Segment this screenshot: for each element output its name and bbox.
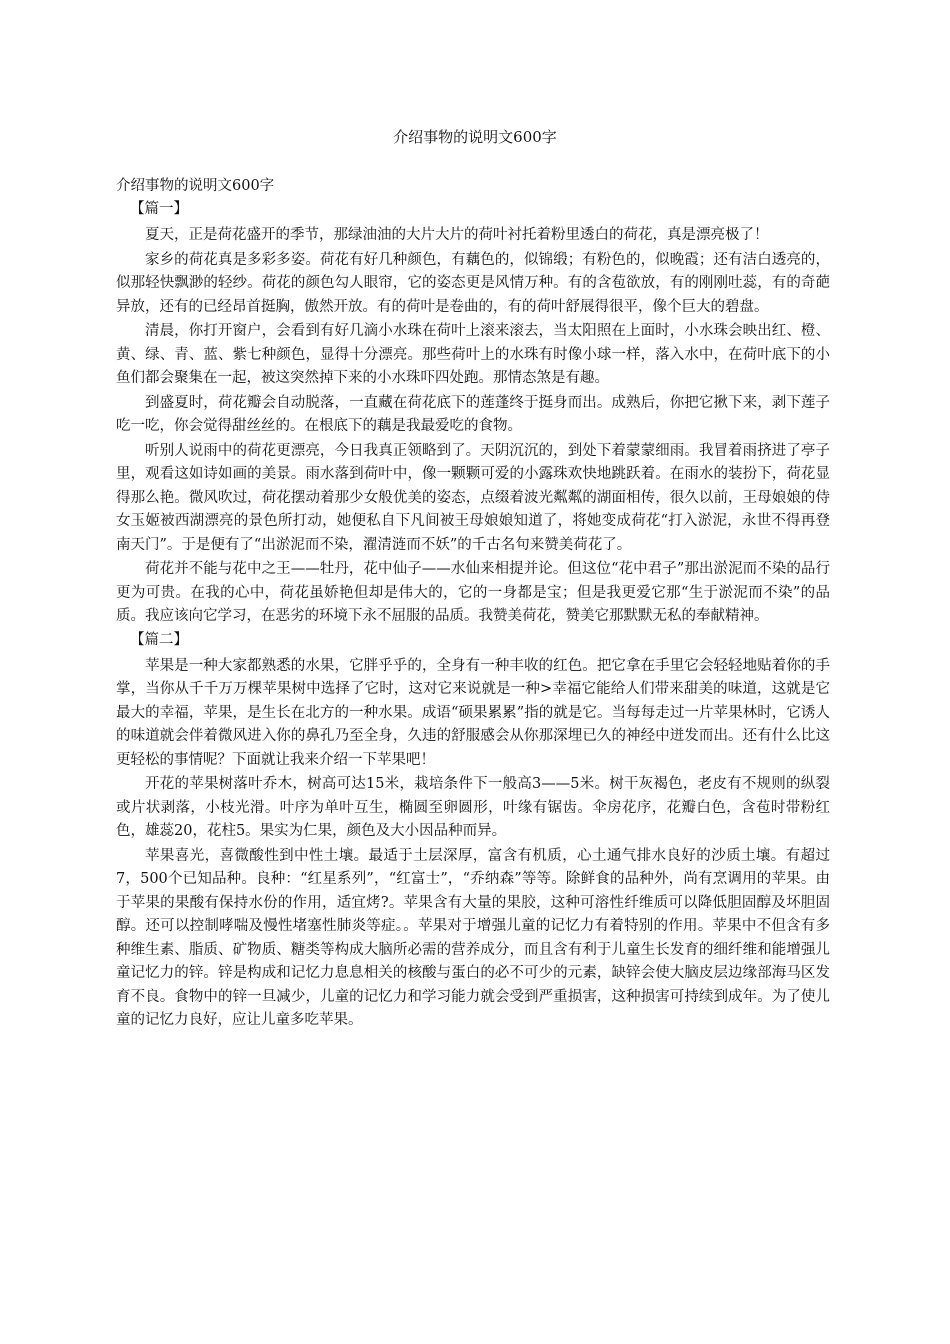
paragraph: 开花的苹果树落叶乔木，树高可达15米，栽培条件下一般高3——5米。树干灰褐色，老皮有不规则的纵裂或片状剥落，小枝光滑。叶序为单叶互生，椭圆至卵圆形，叶缘有锯齿。伞房花序，花瓣白色，含苞时带粉红色，雄蕊20，花柱5。果实为仁果，颜色及大小因品种而异。 <box>116 776 830 839</box>
paragraph: 听别人说雨中的荷花更漂亮，今日我真正领略到了。天阴沉沉的，到处下着蒙蒙细雨。我冒着雨挤进了亭子里，观看这如诗如画的美景。雨水落到荷叶中，像一颗颗可爱的小露珠欢快地跳跃着。在雨水的装扮下，荷花显得那么艳。微风吹过，荷花摆动着那少女般优美的姿态，点缀着波光粼粼的湖面相传，很久以前，王母娘娘的侍女玉姬被西湖漂亮的景色所打动，她便私自下凡间被王母娘娘知道了，将她变成荷花“打入淤泥，永世不得再登南天门”。于是便有了“出淤泥而不染，濯清涟而不妖”的千古名句来赞美荷花了。 <box>116 442 830 553</box>
paragraph: 清晨，你打开窗户，会看到有好几滴小水珠在荷叶上滚来滚去，当太阳照在上面时，小水珠会映出红、橙、黄、绿、青、蓝、紫七种颜色，显得十分漂亮。那些荷叶上的水珠有时像小球一样，落入水中，在荷叶底下的小鱼们都会聚集在一起，被这突然掉下来的小水珠吓四处跑。那情态煞是有趣。 <box>116 323 830 386</box>
section-heading: 【篇二】 <box>130 631 188 648</box>
section-one <box>116 199 830 629</box>
section-heading: 【篇一】 <box>130 201 188 217</box>
paragraph: 荷花并不能与花中之王——牡丹，花中仙子——水仙来相提并论。但这位“花中君子”那出淤泥而不染的品行更为可贵。在我的心中，荷花虽娇艳但却是伟大的，它的一身都是宝；但是我更爱它那“生于淤泥而不染”的品质。我应该向它学习，在恶劣的环境下永不屈服的品质。我赞美荷花，赞美它那默默无私的奉献精神。 <box>116 561 830 624</box>
paragraph: 苹果是一种大家都熟悉的水果，它胖乎乎的，全身有一种丰收的红色。把它拿在手里它会轻轻地贴着你的手掌，当你从千千万万棵苹果树中选择了它时，这对它来说就是一种>幸福它能给人们带来甜美的味道，这就是它最大的幸福，苹果，是生长在北方的一种水果。成语“硕果累累”指的就是它。当每每走过一片苹果林时，它诱人的味道就会伴着微风进入你的鼻孔乃至全身，久违的舒服感会从你那深埋已久的神经中迸发而出。还有什么比这更轻松的事情呢？下面就让我来介绍一下苹果吧！ <box>116 657 830 768</box>
paragraph: 到盛夏时，荷花瓣会自动脱落，一直藏在荷花底下的莲蓬终于挺身而出。成熟后，你把它揪下来，剥下莲子吃一吃，你会觉得甜丝丝的。在根底下的藕是我最爱吃的食物。 <box>116 394 830 434</box>
paragraph: 夏天，正是荷花盛开的季节，那绿油油的大片大片的荷叶衬托着粉里透白的荷花，真是漂亮极了！ <box>145 227 769 243</box>
section-two <box>116 630 830 1033</box>
document-subtitle: 介绍事物的说明文600字 <box>116 178 275 194</box>
document-body <box>116 176 830 1034</box>
document-title: 介绍事物的说明文600字 <box>393 128 557 146</box>
paragraph: 苹果喜光，喜微酸性到中性土壤。最适于土层深厚，富含有机质，心土通气排水良好的沙质土壤。有超过 7，500个已知品种。良种：“红星系列”，“红富士”，“乔纳森”等等。除鲜食的品种外，尚有烹调用的苹果。由于苹果的果酸有保持水份的作用，适宜烤?。苹果含有大量的果胶，这种可溶性纤维质可以降低胆固醇及坏胆固醇。还可以控制哮喘及慢性堵塞性肺炎等症。。苹果对于增强儿童的记忆力有着特别的作用。苹果中不但含有多种维生素、脂质、矿物质、糖类等构成大脑所必需的营养成分，而且含有利于儿童生长发育的细纤维和能增强儿童记忆力的锌。锌是构成和记忆力息息相关的核酸与蛋白的必不可少的元素，缺锌会使大脑皮层边缘部海马区发育不良。食物中的锌一旦减少，儿童的记忆力和学习能力就会受到严重损害，这种损害可持续到成年。为了使儿童的记忆力良好，应让儿童多吃苹果。 <box>116 847 830 1028</box>
paragraph: 家乡的荷花真是多彩多姿。荷花有好几种颜色，有藕色的，似锦缎；有粉色的，似晚霞；还有洁白透亮的，似那轻快飘渺的轻纱。荷花的颜色勾人眼帘，它的姿态更是风情万种。有的含苞欲放，有的刚刚吐蕊，有的奇葩异放，还有的已经昂首挺胸，傲然开放。有的荷叶是卷曲的，有的荷叶舒展得很平，像个巨大的碧盘。 <box>116 251 830 315</box>
